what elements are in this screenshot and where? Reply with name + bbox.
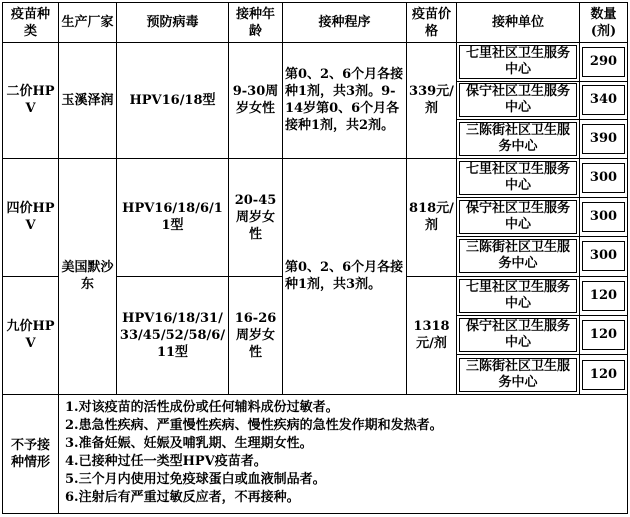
virus-cell: HPV16/18型 [117,43,229,158]
unit-cell [457,158,580,197]
unit-name: 三陈街社区卫生服务中心 [459,122,577,156]
unit-name: 保宁社区卫生服务中心 [459,318,577,352]
qty-value: 120 [582,360,625,390]
qty-value: 120 [582,320,625,350]
vaccine-table [2,2,628,514]
qty-value: 300 [582,241,625,271]
unit-cell [457,316,580,355]
qty-cell [580,197,628,236]
list-item: 5.三个月内使用过免疫球蛋白或血液制品者。 [65,471,326,487]
qty-cell [580,81,628,119]
qty-cell [580,120,628,158]
unit-name: 七里社区卫生服务中心 [459,45,577,79]
header-type: 疫苗种类 [3,3,59,43]
unit-cell [457,197,580,236]
contraindications-label: 不予接种情形 [3,394,59,513]
qty-value: 300 [582,202,625,232]
contraindications-row [3,394,628,513]
qty-value: 120 [582,281,625,311]
unit-cell [457,355,580,394]
list-item: 3.准备妊娠、妊娠及哺乳期、生理期女性。 [65,435,313,451]
unit-cell [457,43,580,81]
age-cell: 16-26周岁女性 [229,276,283,394]
header-row [3,3,628,43]
procedure-cell-shared: 第0、2、6个月各接种1剂，共3剂。 [283,158,407,394]
qty-value: 300 [582,163,625,193]
qty-value: 390 [582,124,625,154]
unit-name: 七里社区卫生服务中心 [459,161,577,195]
list-item: 2.患急性疾病、严重慢性疾病、慢性疾病的急性发作期和发热者。 [65,417,443,433]
list-item: 1.对该疫苗的活性成份或任何辅料成份过敏者。 [65,399,339,415]
unit-name: 保宁社区卫生服务中心 [459,83,577,117]
header-procedure: 接种程序 [283,3,407,43]
maker-cell: 玉溪泽润 [59,43,117,158]
list-item: 4.已接种过任一类型HPV疫苗者。 [65,453,267,469]
list-item: 6.注射后有严重过敏反应者，不再接种。 [65,489,300,505]
header-virus: 预防病毒 [117,3,229,43]
procedure-cell: 第0、2、6个月各接种1剂，共3剂。9-14岁第0、6个月各接种1剂，共2剂。 [283,43,407,158]
vaccine-type-cell: 九价HPV [3,276,59,394]
unit-name: 三陈街社区卫生服务中心 [459,239,577,273]
header-qty: 数量(剂) [580,3,628,43]
table-row [3,158,628,197]
header-age: 接种年龄 [229,3,283,43]
unit-name: 保宁社区卫生服务中心 [459,200,577,234]
qty-cell [580,237,628,276]
qty-value: 290 [582,47,625,77]
table-row [3,43,628,81]
price-cell: 1318元/剂 [407,276,457,394]
unit-name: 七里社区卫生服务中心 [459,279,577,313]
qty-value: 340 [582,85,625,115]
virus-cell: HPV16/18/6/11型 [117,158,229,276]
unit-cell [457,120,580,158]
unit-name: 三陈街社区卫生服务中心 [459,358,577,392]
vaccine-type-cell: 四价HPV [3,158,59,276]
age-cell: 20-45周岁女性 [229,158,283,276]
virus-cell: HPV16/18/31/33/45/52/58/6/11型 [117,276,229,394]
unit-cell [457,237,580,276]
unit-cell [457,276,580,315]
vaccine-type-cell: 二价HPV [3,43,59,158]
unit-cell [457,81,580,119]
qty-cell [580,276,628,315]
qty-cell [580,158,628,197]
header-price: 疫苗价格 [407,3,457,43]
qty-cell [580,355,628,394]
qty-cell [580,316,628,355]
header-unit: 接种单位 [457,3,580,43]
price-cell: 339元/剂 [407,43,457,158]
price-cell: 818元/剂 [407,158,457,276]
age-cell: 9-30周岁女性 [229,43,283,158]
header-maker: 生产厂家 [59,3,117,43]
maker-cell-shared: 美国默沙东 [59,158,117,394]
qty-cell [580,43,628,81]
contraindications-list [59,394,628,513]
